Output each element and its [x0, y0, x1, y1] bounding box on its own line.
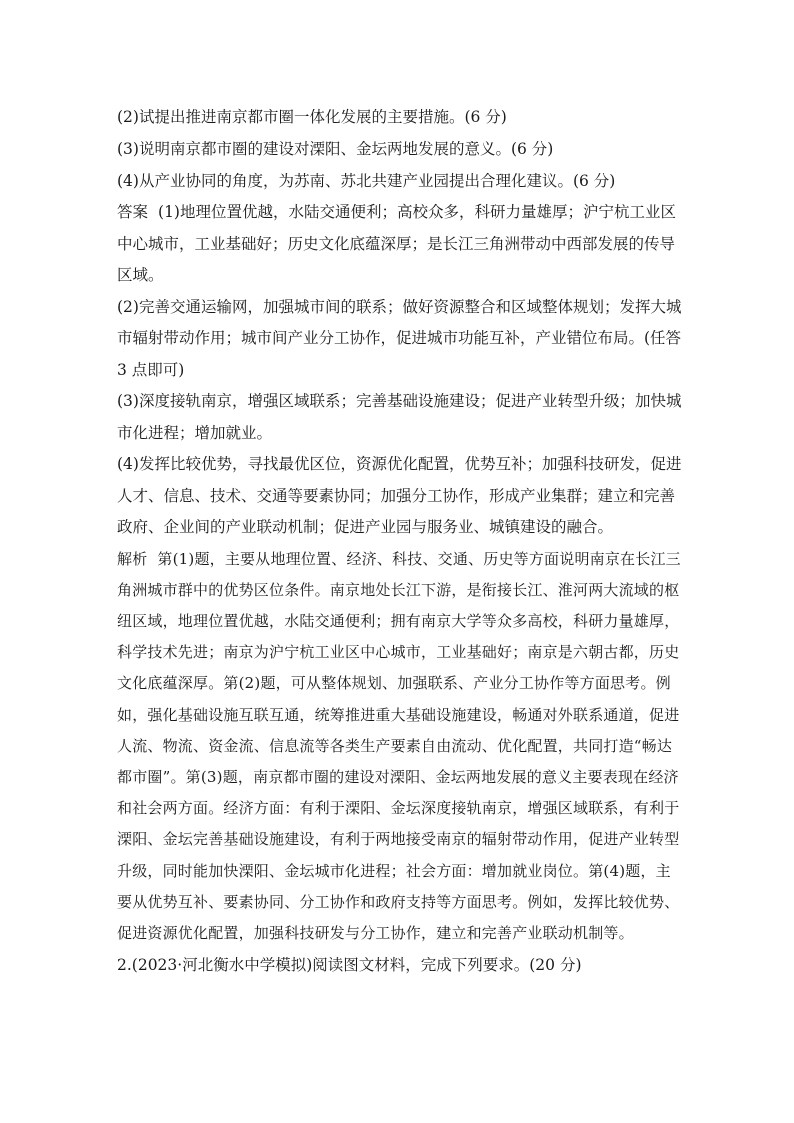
analysis-label: 解析 [117, 549, 148, 568]
next-question: 2.(2023·河北衡水中学模拟)阅读图文材料，完成下列要求。(20 分) [117, 956, 582, 975]
question-4: (4)从产业协同的角度，为苏南、苏北共建产业园提出合理化建议。(6 分) [117, 172, 616, 190]
content-area [117, 101, 683, 981]
answer-part-2: (2)完善交通运输网，加强城市间的联系；做好资源整合和区域整体规划；发挥大城市辐射带动作用；城市间产业分工协作，促进城市功能互补，产业错位布局。(任答 3 点即可) [117, 297, 682, 379]
answer-label: 答案 [117, 203, 149, 221]
question-2: (2)试提出推进南京都市圈一体化发展的主要措施。(6 分) [117, 108, 507, 126]
answer-part-3: (3)深度接轨南京，增强区域联系；完善基础设施建设；促进产业转型升级；加快城市化进程；增加就业。 [117, 392, 682, 442]
answer-part-4: (4)发挥比较优势，寻找最优区位，资源优化配置，优势互补；加强科技研发，促进人才、信息、技术、交通等要素协同；加强分工协作，形成产业集群；建立和完善政府、企业间的产业联动机制；促进产业园与服务业、城镇建设的融合。 [117, 455, 682, 536]
answer-text-1: (1)地理位置优越，水陆交通便利；高校众多，科研力量雄厚；沪宁杭工业区中心城市，工业基础好；历史文化底蕴深厚；是长江三角洲带动中西部发展的传导区域。 [117, 203, 676, 284]
question-3: (3)说明南京都市圈的建设对溧阳、金坛两地发展的意义。(6 分) [117, 140, 554, 158]
analysis-paragraph [117, 544, 683, 950]
analysis-text: 第(1)题，主要从地理位置、经济、科技、交通、历史等方面说明南京在长江三角洲城市群中的优势区位条件。南京地处长江下游，是衔接长江、淮河两大流域的枢纽区域，地理位置优越，水陆交通便利；拥有南京大学等众多高校，科研力量雄厚，科学技术先进；南京为沪宁杭工业区中心城市，工业基础好；南京是六朝古都，历史文化底蕴深厚。第(2)题，可从整体规划、加强联系、产业分工协作等方面思考。例如，强化基础设施互联互通，统筹推进重大基础设施建设，畅通对外联系通道，促进人流、物流、资金流、信息流等各类生产要素自由流动、优化配置，共同打造“畅达都市圈”。第(3)题，南京都市圈的建设对溧阳、金坛两地发展的意义主要表现在经济和社会两方面。经济方面：有利于溧阳、金坛深度接轨南京，增强区域联系，有利于溧阳、金坛完善基础设施建设，有利于两地接受南京的辐射带动作用，促进产业转型升级，同时能加快溧阳、金坛城市化进程；社会方面：增加就业岗位。第(4)题，主要从优势互补、要素协同、分工协作和政府支持等方面思考。例如，发挥比较优势、促进资源优化配置，加强科技研发与分工协作，建立和完善产业联动机制等。 [117, 549, 681, 942]
answer-part-1 [117, 197, 683, 292]
